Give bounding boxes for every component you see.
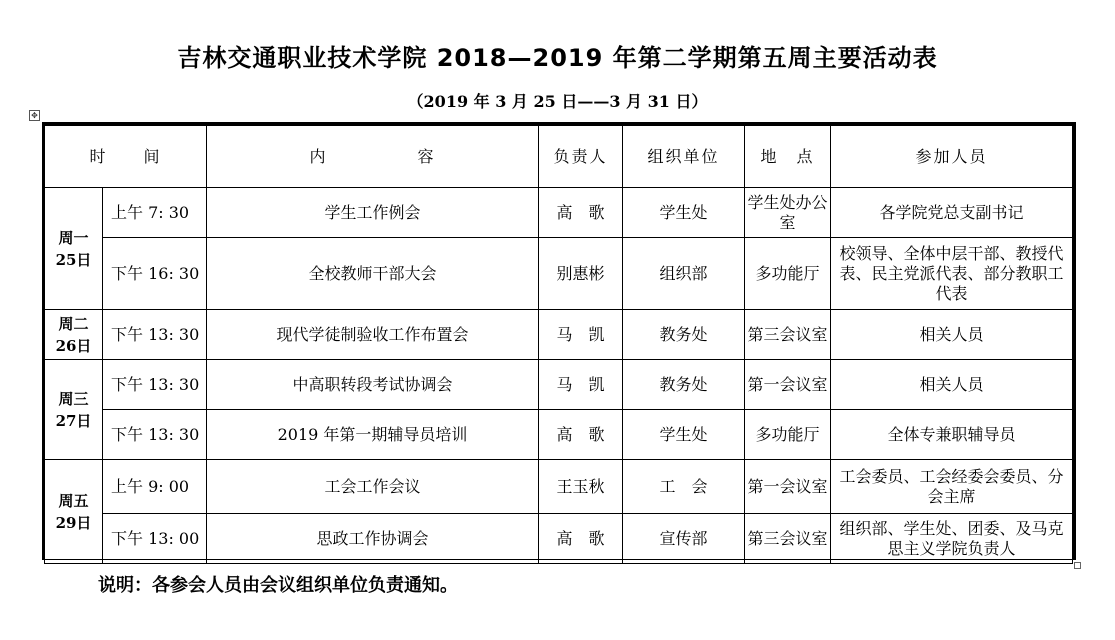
header-place: 地 点: [745, 126, 831, 188]
time-cell: 上午 9: 00: [103, 460, 207, 514]
owner-cell: 高 歌: [539, 514, 623, 564]
day-cell: [45, 188, 103, 310]
day-label: 周二: [58, 314, 89, 333]
activity-table: [44, 125, 1073, 564]
header-owner: 负责人: [539, 126, 623, 188]
header-participants: 参加人员: [831, 126, 1073, 188]
participants-cell: 各学院党总支副书记: [831, 188, 1073, 238]
unit-cell: 工 会: [623, 460, 745, 514]
resize-handle-icon[interactable]: [1074, 562, 1081, 569]
unit-cell: 组织部: [623, 238, 745, 310]
unit-cell: 教务处: [623, 360, 745, 410]
table-row: [45, 360, 1073, 410]
participants-cell: 全体专兼职辅导员: [831, 410, 1073, 460]
footnote: 说明：各参会人员由会议组织单位负责通知。: [98, 575, 458, 596]
place-cell: 第一会议室: [745, 360, 831, 410]
activity-table-wrapper: [42, 122, 1076, 560]
content-cell: 工会工作会议: [207, 460, 539, 514]
place-cell: 第三会议室: [745, 310, 831, 360]
participants-cell: 校领导、全体中层干部、教授代表、民主党派代表、部分教职工代表: [831, 238, 1073, 310]
content-cell: 全校教师干部大会: [207, 238, 539, 310]
day-date: 29日: [55, 513, 92, 532]
time-cell: 上午 7: 30: [103, 188, 207, 238]
header-unit: 组织单位: [623, 126, 745, 188]
day-cell: [45, 460, 103, 564]
day-date: 26日: [55, 336, 92, 355]
day-cell: [45, 310, 103, 360]
unit-cell: 宣传部: [623, 514, 745, 564]
unit-cell: 学生处: [623, 410, 745, 460]
table-row: [45, 460, 1073, 514]
day-date: 27日: [55, 411, 92, 430]
day-cell: [45, 360, 103, 460]
header-content: 内 容: [207, 126, 539, 188]
table-row: [45, 188, 1073, 238]
table-row: [45, 514, 1073, 564]
place-cell: 多功能厅: [745, 410, 831, 460]
header-time: 时 间: [45, 126, 207, 188]
owner-cell: 王玉秋: [539, 460, 623, 514]
owner-cell: 别惠彬: [539, 238, 623, 310]
date-range: （2019 年 3 月 25 日——3 月 31 日）: [407, 92, 708, 111]
place-cell: 多功能厅: [745, 238, 831, 310]
owner-cell: 高 歌: [539, 410, 623, 460]
time-cell: 下午 13: 30: [103, 410, 207, 460]
table-row: [45, 310, 1073, 360]
day-label: 周一: [58, 228, 89, 247]
content-cell: 2019 年第一期辅导员培训: [207, 410, 539, 460]
owner-cell: 高 歌: [539, 188, 623, 238]
content-cell: 思政工作协调会: [207, 514, 539, 564]
owner-cell: 马 凯: [539, 310, 623, 360]
page-title: 吉林交通职业技术学院 2018—2019 年第二学期第五周主要活动表: [177, 44, 938, 72]
time-cell: 下午 13: 30: [103, 310, 207, 360]
participants-cell: 组织部、学生处、团委、及马克思主义学院负责人: [831, 514, 1073, 564]
content-cell: 现代学徒制验收工作布置会: [207, 310, 539, 360]
participants-cell: 相关人员: [831, 360, 1073, 410]
table-row: [45, 238, 1073, 310]
unit-cell: 教务处: [623, 310, 745, 360]
owner-cell: 马 凯: [539, 360, 623, 410]
place-cell: 第三会议室: [745, 514, 831, 564]
move-handle-icon[interactable]: ✥: [29, 110, 40, 121]
time-cell: 下午 16: 30: [103, 238, 207, 310]
content-cell: 学生工作例会: [207, 188, 539, 238]
table-row: [45, 410, 1073, 460]
participants-cell: 相关人员: [831, 310, 1073, 360]
participants-cell: 工会委员、工会经委会委员、分会主席: [831, 460, 1073, 514]
place-cell: 学生处办公室: [745, 188, 831, 238]
unit-cell: 学生处: [623, 188, 745, 238]
time-cell: 下午 13: 30: [103, 360, 207, 410]
place-cell: 第一会议室: [745, 460, 831, 514]
time-cell: 下午 13: 00: [103, 514, 207, 564]
day-date: 25日: [55, 250, 92, 269]
content-cell: 中高职转段考试协调会: [207, 360, 539, 410]
day-label: 周三: [58, 389, 89, 408]
table-header-row: [45, 126, 1073, 188]
day-label: 周五: [58, 491, 89, 510]
